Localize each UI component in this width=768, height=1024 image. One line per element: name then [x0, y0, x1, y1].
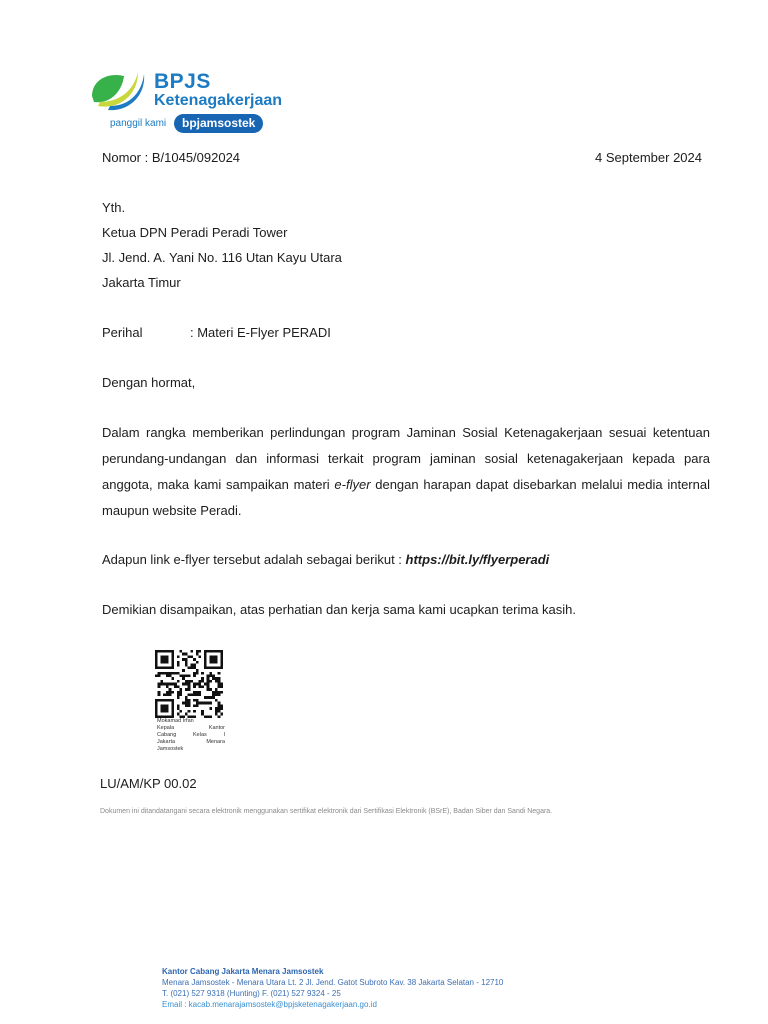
logo-brand-pill: bpjamsostek [174, 114, 263, 133]
footer-office: Kantor Cabang Jakarta Menara Jamsostek [162, 967, 324, 976]
footer-phone: T. (021) 527 9318 (Hunting) F. (021) 527 9324 - 25 [162, 989, 341, 998]
subject-value: : Materi E-Flyer PERADI [190, 325, 331, 340]
body-paragraph [102, 420, 710, 524]
signature-line: Jakarta Menara [157, 739, 225, 745]
body-emphasis: e-flyer [334, 477, 371, 492]
bpjs-leaf-icon [88, 66, 152, 114]
body-text: Dalam rangka memberikan perlindungan program Jaminan Sosial Ketenagakerjaan sesuai ketentuan perundang-undangan dan informasi terkait program jaminan sosial ketenagakerjaan kepada para anggota, maka kami sampaikan materi [102, 425, 710, 492]
signature-line: Kepala Kantor [157, 725, 225, 731]
eflyer-link[interactable]: https://bit.ly/flyerperadi [405, 552, 550, 567]
signature-qr-code [155, 650, 223, 718]
greeting: Dengan hormat, [102, 375, 196, 390]
recipient-line: Jl. Jend. A. Yani No. 116 Utan Kayu Utara [102, 250, 342, 265]
signature-block [157, 718, 225, 753]
subject-label: Perihal [102, 325, 143, 340]
body-text: dengan harapan dapat disebarkan melalui media internal maupun website Peradi. [102, 477, 710, 518]
closing-text: Demikian disampaikan, atas perhatian dan kerja sama kami ucapkan terima kasih. [102, 602, 577, 617]
letter-number: Nomor : B/1045/092024 [102, 150, 241, 165]
link-intro: Adapun link e-flyer tersebut adalah sebagai berikut : [102, 552, 406, 567]
page-footer [162, 966, 503, 1010]
recipient-line: Yth. [102, 200, 126, 215]
signature-line: Jamsostek [157, 746, 184, 752]
footer-address: Menara Jamsostek - Menara Utara Lt. 2 Jl. Jend. Gatot Subroto Kav. 38 Jakarta Selatan - 12710 [162, 978, 504, 987]
link-line [102, 552, 549, 568]
logo-tagline: panggil kami [110, 118, 167, 129]
logo-title: BPJS [154, 70, 211, 93]
recipient-line: Jakarta Timur [102, 275, 181, 290]
recipient-line: Ketua DPN Peradi Peradi Tower [102, 225, 288, 240]
reference-code: LU/AM/KP 00.02 [100, 776, 197, 791]
footer-email[interactable]: Email : kacab.menarajamsostek@bpjsketenagakerjaan.go.id [162, 1000, 377, 1009]
esign-footnote: Dokumen ini ditandatangani secara elektronik menggunakan sertifikat elektronik dari Sertifikasi Elektronik (BSrE), Badan Siber dan Sandi Negara. [100, 808, 553, 815]
signature-line: Mokamad Irfan [157, 718, 194, 724]
letter-date: 4 September 2024 [595, 150, 702, 165]
signature-line: Cabang Kelas I [157, 732, 225, 738]
logo-subtitle: Ketenagakerjaan [154, 92, 283, 109]
bpjs-logo [88, 62, 308, 140]
